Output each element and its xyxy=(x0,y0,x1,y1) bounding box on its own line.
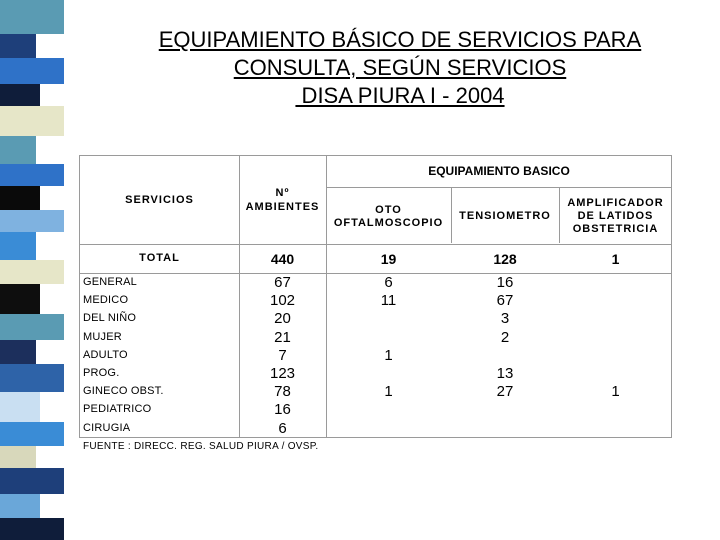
table-cell-tensiometro: 2 xyxy=(500,328,510,346)
stripe-block xyxy=(0,136,36,164)
stripe-block xyxy=(0,186,40,210)
header-oto-1: OTO xyxy=(375,204,402,216)
table-cell-amplificador: 1 xyxy=(611,383,620,401)
row-label: MEDICO xyxy=(83,294,129,307)
header-ambientes-1: Nº xyxy=(275,187,290,199)
table-cell-ambientes: 123 xyxy=(269,365,296,382)
table-cell-ambientes: 21 xyxy=(274,328,291,346)
row-label: CIRUGIA xyxy=(83,421,131,434)
stripe-block xyxy=(0,518,64,540)
table-cell-ambientes: 20 xyxy=(274,310,291,328)
page-title xyxy=(95,26,705,110)
total-oto: 19 xyxy=(380,251,397,267)
table-cell-ambientes: 67 xyxy=(274,274,291,291)
stripe-block xyxy=(0,364,64,392)
header-amp-3: OBSTETRICIA xyxy=(572,223,659,235)
header-tensiometro: TENSIOMETRO xyxy=(459,210,551,222)
row-label: PEDIATRICO xyxy=(83,403,152,416)
stripe-block xyxy=(0,164,64,186)
table-cell-tensiometro: 13 xyxy=(496,365,514,382)
total-label: TOTAL xyxy=(139,252,180,264)
stripe-block xyxy=(0,210,64,232)
row-label: GENERAL xyxy=(83,276,137,288)
table-cell-tensiometro: 16 xyxy=(496,274,514,291)
row-label: DEL NIÑO xyxy=(83,312,137,325)
stripe-block xyxy=(0,0,64,34)
source-note: FUENTE : DIRECC. REG. SALUD PIURA / OVSP. xyxy=(83,441,319,452)
table-cell-tensiometro: 67 xyxy=(496,292,514,310)
table-cell-tensiometro: 3 xyxy=(500,310,510,328)
row-label: MUJER xyxy=(83,330,122,343)
table-cell-ambientes: 6 xyxy=(278,419,287,437)
title-line-3: DISA PIURA I - 2004 xyxy=(295,83,505,108)
stripe-block xyxy=(0,314,64,340)
row-label: ADULTO xyxy=(83,348,128,361)
total-ambientes: 440 xyxy=(270,251,295,267)
header-oto-2: OFTALMOSCOPIO xyxy=(333,217,444,229)
row-divider xyxy=(80,244,672,245)
title-line-1: EQUIPAMIENTO BÁSICO DE SERVICIOS PARA xyxy=(158,27,642,52)
decorative-stripe xyxy=(0,0,64,540)
stripe-block xyxy=(0,106,64,136)
table-cell-oto: 1 xyxy=(384,383,393,401)
stripe-block xyxy=(0,446,36,468)
header-servicios: SERVICIOS xyxy=(125,194,194,206)
table-cell-ambientes: 7 xyxy=(278,346,287,364)
equipment-table xyxy=(79,155,672,438)
stripe-block xyxy=(0,494,40,518)
stripe-block xyxy=(0,284,40,314)
header-ambientes-2: AMBIENTES xyxy=(245,201,320,213)
stripe-block xyxy=(0,84,40,106)
header-equipamiento: EQUIPAMIENTO BASICO xyxy=(428,164,570,178)
row-label: PROG. xyxy=(83,367,120,379)
stripe-block xyxy=(0,422,64,446)
table-cell-tensiometro: 27 xyxy=(496,383,514,401)
header-amp-2: DE LATIDOS xyxy=(577,210,654,222)
stripe-block xyxy=(0,58,64,84)
stripe-block xyxy=(0,34,36,58)
total-tensiometro: 128 xyxy=(493,251,517,267)
stripe-block xyxy=(0,232,36,260)
stripe-block xyxy=(0,468,64,494)
table-cell-ambientes: 78 xyxy=(274,383,291,401)
table-cell-oto: 1 xyxy=(384,346,393,364)
title-line-2: CONSULTA, SEGÚN SERVICIOS xyxy=(233,55,567,80)
table-cell-oto: 11 xyxy=(380,292,397,310)
table-cell-ambientes: 102 xyxy=(269,292,296,310)
table-cell-ambientes: 16 xyxy=(274,401,291,419)
stripe-block xyxy=(0,340,36,364)
row-divider xyxy=(326,187,672,188)
header-amp-1: AMPLIFICADOR xyxy=(567,197,664,209)
table-cell-oto: 6 xyxy=(384,274,393,291)
stripe-block xyxy=(0,392,40,422)
total-amplificador: 1 xyxy=(611,251,620,267)
row-label: GINECO OBST. xyxy=(83,385,164,398)
stripe-block xyxy=(0,260,64,284)
